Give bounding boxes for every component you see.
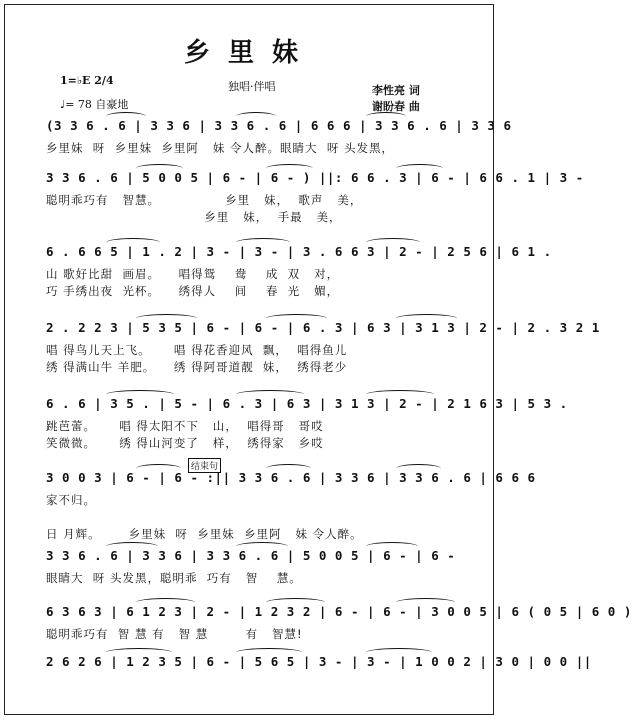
note-line: 3 3 6 . 6 | 3 3 6 | 3 3 6 . 6 | 5 0 0 5 | 6 - | 6 - — [46, 548, 456, 563]
slur-mark — [136, 598, 195, 607]
slur-mark — [396, 164, 443, 173]
lyricist-credit: 李性亮 词 — [372, 84, 420, 97]
slur-mark — [106, 238, 160, 247]
lyric-line: 日 月辉。 乡里妹 呀 乡里妹 乡里阿 妹 令人醉。 — [46, 527, 363, 541]
slur-mark — [236, 542, 288, 551]
lyric-line: 绣 得满山牛 羊肥。 绣 得阿哥道靓 妹， 绣得老少 — [46, 360, 348, 374]
slur-mark — [396, 598, 455, 607]
slur-mark — [266, 598, 325, 607]
note-line: 2 . 2 2 3 | 5 3 5 | 6 - | 6 - | 6 . 3 | 6 3 | 3 1 3 | 2 - | 2 . 3 2 1 — [46, 320, 600, 335]
lyric-line: 唱 得鸟儿天上飞。 唱 得花香迎风 飘， 唱得鱼儿 — [46, 343, 348, 357]
slur-mark — [136, 164, 183, 173]
slur-mark — [266, 314, 327, 323]
notation-system — [46, 244, 552, 314]
slur-mark — [366, 112, 406, 121]
notation-system — [46, 654, 592, 724]
notation-system — [46, 320, 600, 390]
slur-mark — [236, 390, 304, 399]
note-line: (3 3 6 . 6 | 3 3 6 | 3 3 6 . 6 | 6 6 6 | 3 3 6 . 6 | 3 3 6 — [46, 118, 512, 133]
note-line: 6 . 6 6 5 | 1 . 2 | 3 - | 3 - | 3 . 6 6 3 | 2 - | 2 5 6 | 6 1 . — [46, 244, 552, 259]
notation-system — [46, 470, 536, 541]
lyric-line: 跳芭蕾。 唱 得太阳不下 山， 唱得哥 哥哎 — [46, 419, 324, 433]
slur-mark — [366, 648, 432, 657]
key-signature: 1=♭E 2/4 — [60, 74, 114, 87]
performance-type: 独唱·伴唱 — [228, 80, 276, 93]
composer-credit: 谢盼春 曲 — [372, 100, 420, 113]
slur-mark — [236, 112, 276, 121]
slur-mark — [396, 314, 457, 323]
slur-mark — [266, 164, 313, 173]
lyric-line: 眼睛大 呀 头发黑，聪明乖 巧有 智 慧。 — [46, 571, 302, 585]
lyric-line: 家不归。 — [46, 493, 96, 507]
section-tag: 结束句 — [188, 458, 221, 473]
lyric-line: 山 歌好比甜 画眉。 唱得鸳 鸯 成 双 对， — [46, 267, 340, 281]
slur-mark — [106, 390, 174, 399]
note-line: 2 6 2 6 | 1 2 3 5 | 6 - | 5 6 5 | 3 - | 3 - | 1 0 0 2 | 3 0 | 0 0 || — [46, 654, 592, 669]
note-line: 6 . 6 | 3 5 . | 5 - | 6 . 3 | 6 3 | 3 1 3 | 2 - | 2 1 6 3 | 5 3 . — [46, 396, 568, 411]
tempo-marking: ♩= 78 自豪地 — [60, 98, 129, 111]
slur-mark — [106, 112, 146, 121]
slur-mark — [366, 238, 420, 247]
slur-mark — [106, 648, 172, 657]
lyric-line: 乡里妹 呀 乡里妹 乡里阿 妹 令人醉。眼睛大 呀 头发黑， — [46, 141, 395, 155]
slur-mark — [136, 464, 181, 473]
notation-system — [46, 396, 568, 466]
note-line: 6 3 6 3 | 6 1 2 3 | 2 - | 1 2 3 2 | 6 - | 6 - | 3 0 0 5 | 6 ( 0 5 | 6 0 ) — [46, 604, 632, 619]
lyric-line: 笑微微。 绣 得山河变了 样， 绣得家 乡哎 — [46, 436, 324, 450]
slur-mark — [236, 648, 302, 657]
song-title: 乡里妹 — [183, 38, 316, 68]
note-line: 3 3 6 . 6 | 5 0 0 5 | 6 - | 6 - ) ||: 6 6 . 3 | 6 - | 6 6 . 1 | 3 - — [46, 170, 584, 185]
slur-mark — [266, 464, 311, 473]
lyric-line: 聪明乖巧有 智 慧 有 智 慧 有 智慧! — [46, 627, 303, 641]
lyric-line: 聪明乖巧有 智慧。 乡里 妹， 歌声 美， — [46, 193, 363, 207]
slur-mark — [236, 238, 290, 247]
note-line: 3 0 0 3 | 6 - | 6 - :|| 3 3 6 . 6 | 3 3 6 | 3 3 6 . 6 | 6 6 6 — [46, 470, 536, 485]
lyric-line: 乡里 妹， 手最 美， — [46, 210, 342, 224]
slur-mark — [366, 390, 434, 399]
slur-mark — [106, 542, 158, 551]
slur-mark — [366, 542, 418, 551]
notation-system — [46, 170, 584, 240]
slur-mark — [136, 314, 197, 323]
slur-mark — [396, 464, 441, 473]
lyric-line: 巧 手绣出夜 光杯。 绣得人 间 春 光 媚， — [46, 284, 340, 298]
